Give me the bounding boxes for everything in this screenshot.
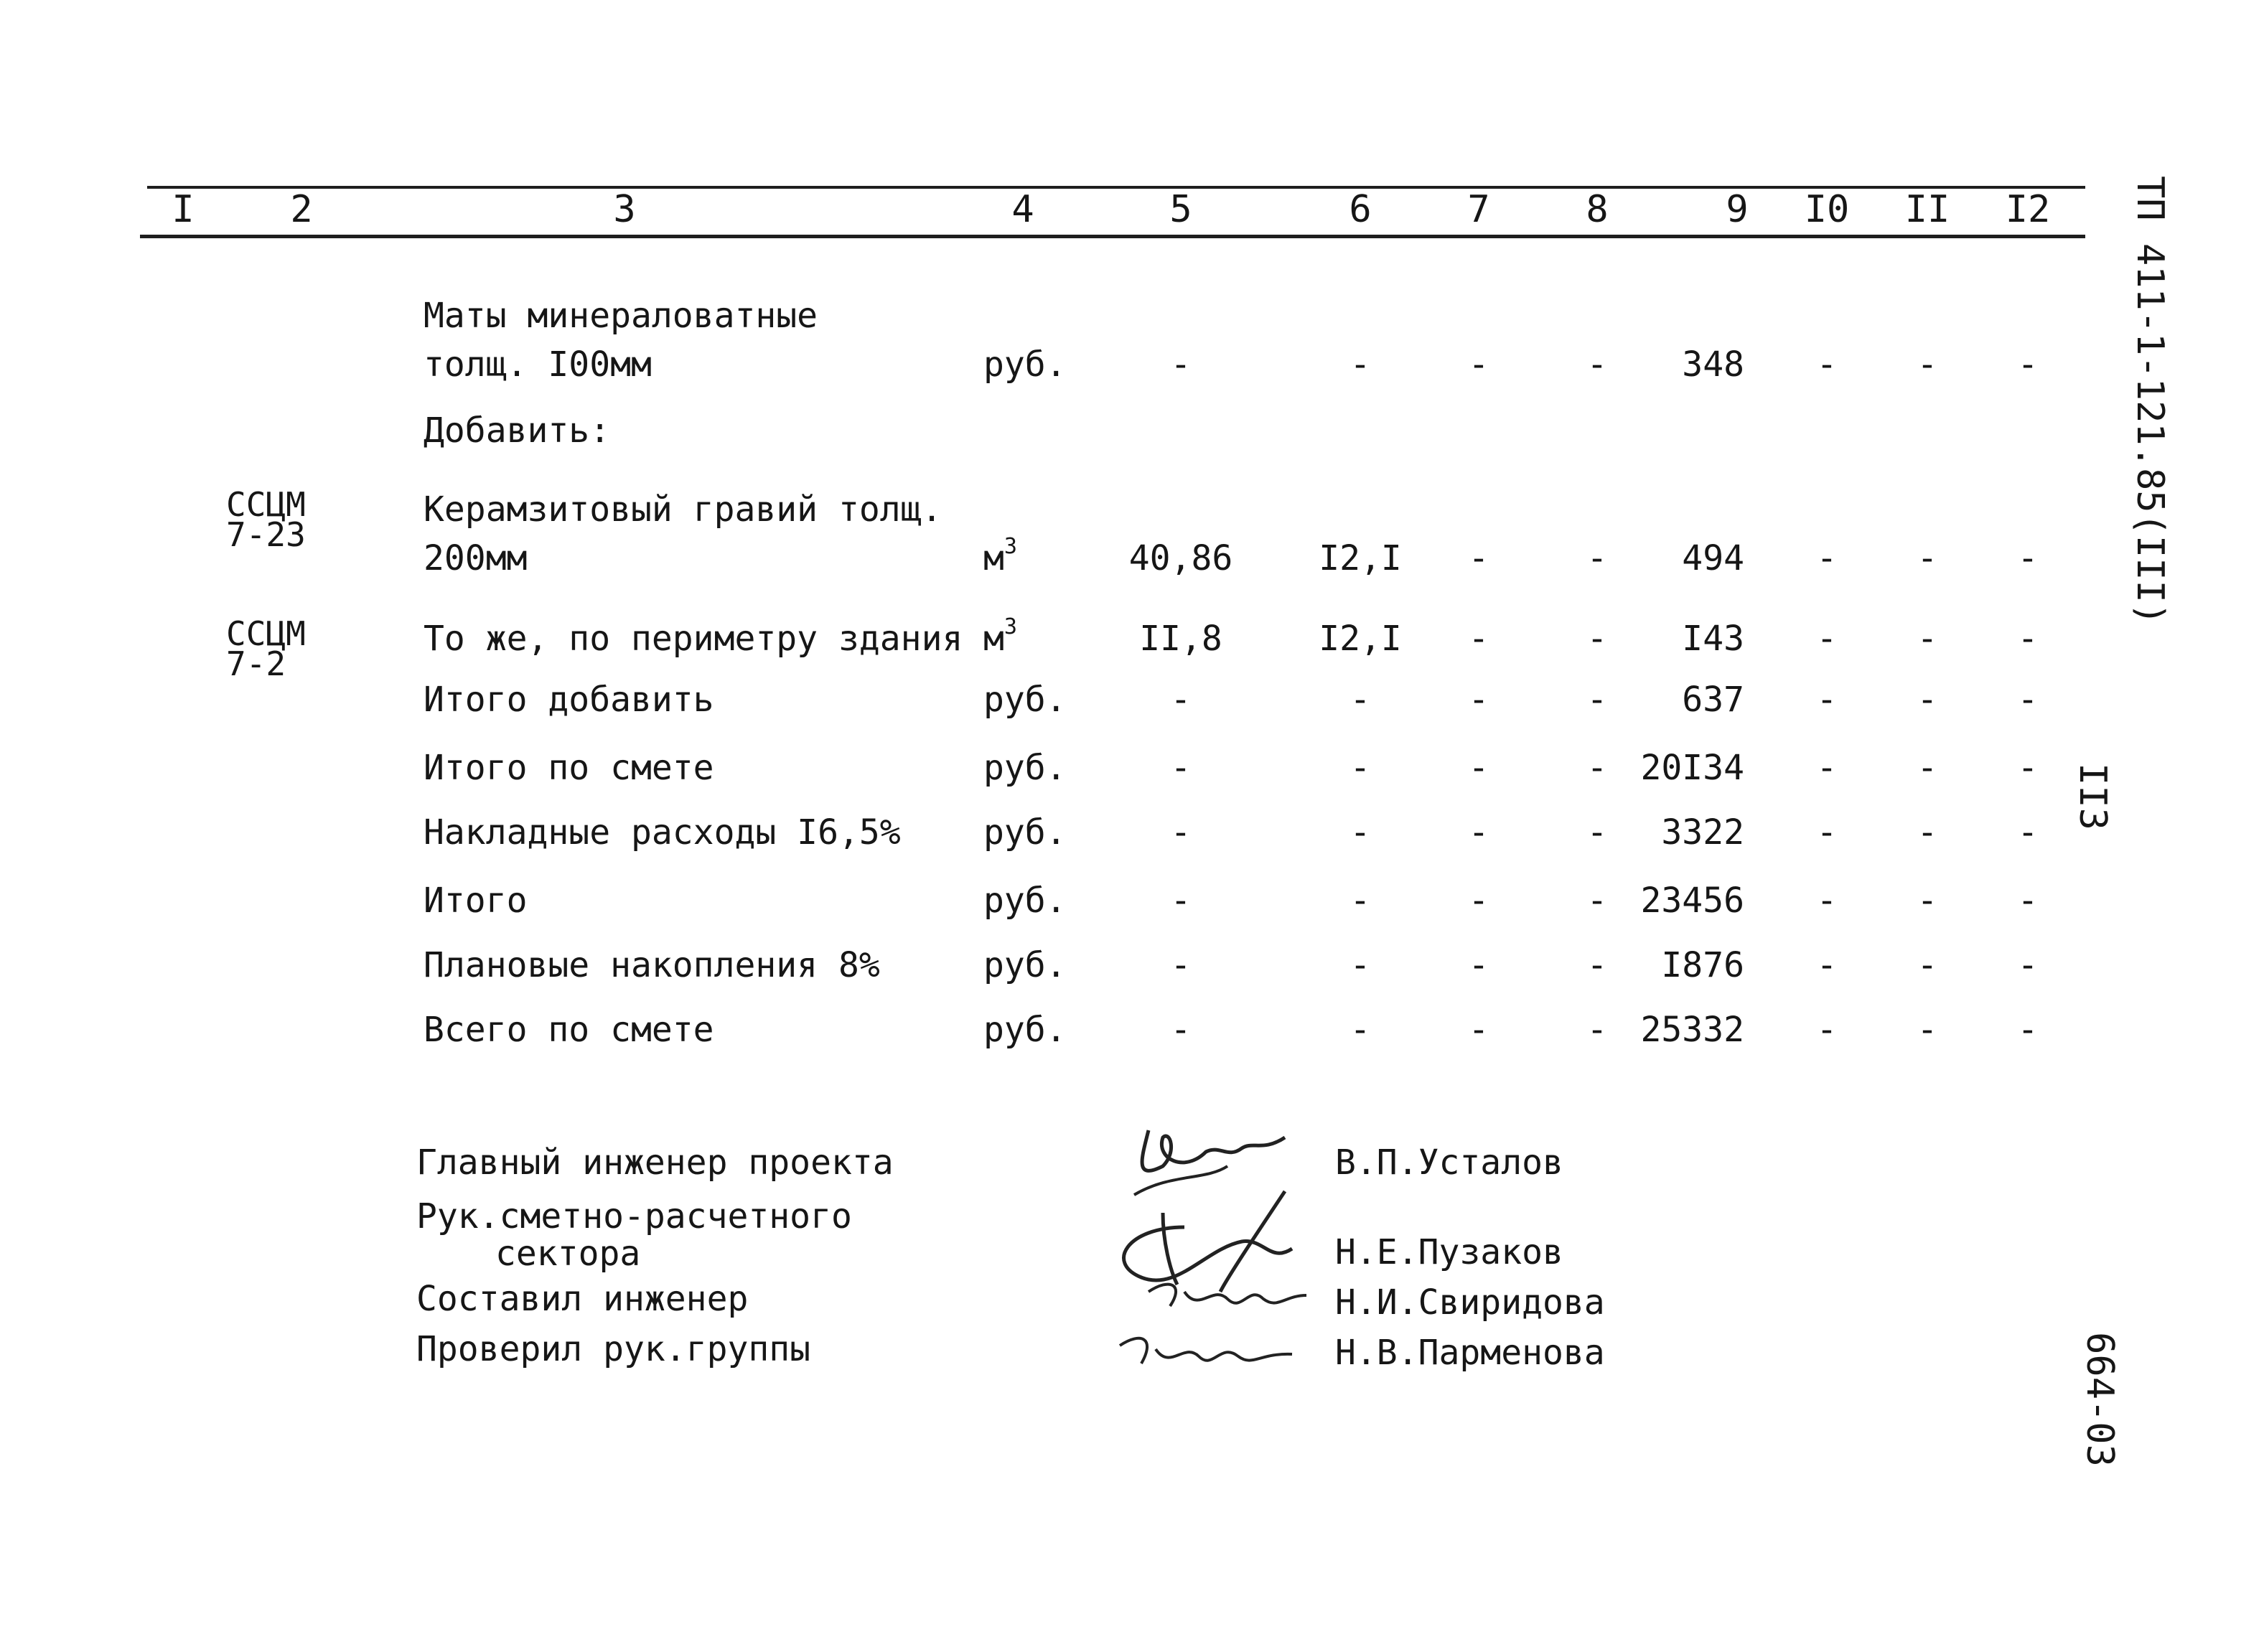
row-4-c8: - [1586,619,1608,659]
row-8-c6: - [1349,881,1371,921]
column-number-2: 2 [290,188,313,231]
signer-role-line: Рук.сметно-расчетного [416,1196,852,1236]
row-6-name-line: Итого по смете [424,748,714,788]
unit-exponent: 3 [1004,614,1017,639]
unit-text: руб. [983,1010,1067,1050]
row-6-c12: - [2017,748,2039,788]
column-number-8: 8 [1586,188,1609,231]
inventory-number: 664-03 [2078,1332,2121,1467]
row-9-c8: - [1586,945,1608,985]
signer-role-line: Главный инженер проекта [416,1142,894,1183]
row-6-c6: - [1349,748,1371,788]
signer-name: В.П.Усталов [1335,1142,1563,1183]
row-6-c7: - [1468,748,1489,788]
row-8-c10: - [1816,881,1838,921]
row-10-c6: - [1349,1010,1371,1050]
row-5-c6: - [1349,680,1371,720]
unit-text: руб. [983,680,1067,720]
row-4-c12: - [2017,619,2039,659]
row-10-unit [983,1008,1067,1051]
signer-name: Н.В.Парменова [1335,1333,1605,1373]
row-10-c11: - [1917,1010,1938,1050]
row-5-c7: - [1468,680,1489,720]
row-3-code-line: ССЦМ [226,485,306,524]
row-6-c11: - [1917,748,1938,788]
row-6-c9: 20I34 [1640,748,1744,788]
signer-role-line: Проверил рук.группы [416,1329,811,1369]
row-9-c11: - [1917,945,1938,985]
row-7-name-line: Накладные расходы I6,5% [424,812,901,853]
unit-text: м [983,619,1004,659]
row-6-c8: - [1586,748,1608,788]
row-8-name-line: Итого [424,881,528,921]
row-3-c11: - [1917,538,1938,578]
row-10-c10: - [1816,1010,1838,1050]
column-number-7: 7 [1467,188,1490,231]
row-6-unit [983,746,1067,789]
row-4-c6: I2,I [1319,619,1402,659]
row-4-code-line: 7-2 [226,644,286,683]
row-7-c12: - [2017,812,2039,853]
row-7-c6: - [1349,812,1371,853]
row-9-c5: - [1170,945,1192,985]
row-7-c5: - [1170,812,1192,853]
column-number-4: 4 [1011,188,1034,231]
unit-text: руб. [983,344,1067,385]
row-8-c7: - [1468,881,1489,921]
row-3-unit [983,534,1017,580]
signer-role-line: сектора [495,1234,641,1274]
row-3-c7: - [1468,538,1489,578]
unit-exponent: 3 [1004,534,1017,559]
row-4-code-line: ССЦМ [226,614,306,653]
row-10-c9: 25332 [1640,1010,1744,1050]
row-9-unit [983,944,1067,987]
page-number: II3 [2071,763,2114,830]
row-3-c6: I2,I [1319,538,1402,578]
row-3-c10: - [1816,538,1838,578]
signer-name: Н.И.Свиридова [1335,1282,1605,1323]
row-10-c8: - [1586,1010,1608,1050]
unit-text: руб. [983,881,1067,921]
column-number-10: I0 [1804,188,1850,231]
row-9-c9: I876 [1661,945,1744,985]
row-9-c12: - [2017,945,2039,985]
row-8-c12: - [2017,881,2039,921]
signature-parmenova-mark [1113,1324,1299,1381]
unit-text: руб. [983,812,1067,853]
row-3-name-line: Керамзитовый гравий толщ. [424,489,942,530]
row-1-name-line: Маты минераловатные [424,296,818,336]
document-code: ТП 411-1-121.85(III) [2128,176,2171,626]
unit-text: м [983,538,1004,578]
row-1-unit [983,343,1067,386]
column-number-1: I [172,188,195,231]
row-7-unit [983,811,1067,854]
row-7-c8: - [1586,812,1608,853]
row-10-c5: - [1170,1010,1192,1050]
header-bottom-rule [140,235,2085,238]
column-number-5: 5 [1169,188,1192,231]
row-5-c9: 637 [1682,680,1744,720]
unit-text: руб. [983,945,1067,985]
row-3-c8: - [1586,538,1608,578]
row-5-c12: - [2017,680,2039,720]
row-6-c5: - [1170,748,1192,788]
row-6-c10: - [1816,748,1838,788]
row-10-name-line: Всего по смете [424,1010,714,1050]
row-8-unit [983,879,1067,922]
row-5-c5: - [1170,680,1192,720]
row-8-c11: - [1917,881,1938,921]
row-9-c6: - [1349,945,1371,985]
row-7-c10: - [1816,812,1838,853]
row-2-name-line: Добавить: [424,410,611,451]
column-number-11: II [1904,188,1950,231]
row-5-c11: - [1917,680,1938,720]
row-4-c11: - [1917,619,1938,659]
column-number-3: 3 [613,188,636,231]
row-1-c10: - [1816,344,1838,385]
row-1-c12: - [2017,344,2039,385]
row-7-c9: 3322 [1661,812,1744,853]
signer-name: Н.Е.Пузаков [1335,1232,1563,1272]
column-number-6: 6 [1349,188,1372,231]
row-1-name-line: толщ. I00мм [424,344,652,385]
row-4-unit [983,614,1017,660]
row-4-name-line: То же, по периметру здания [424,619,963,659]
row-1-c8: - [1586,344,1608,385]
row-4-c10: - [1816,619,1838,659]
column-number-9: 9 [1726,188,1749,231]
row-10-c7: - [1468,1010,1489,1050]
row-1-c11: - [1917,344,1938,385]
column-number-12: I2 [2005,188,2051,231]
row-9-c10: - [1816,945,1838,985]
row-1-c7: - [1468,344,1489,385]
row-8-c5: - [1170,881,1192,921]
row-5-unit [983,678,1067,721]
row-5-c10: - [1816,680,1838,720]
row-8-c8: - [1586,881,1608,921]
row-7-c11: - [1917,812,1938,853]
row-1-c5: - [1170,344,1192,385]
row-3-name-line: 200мм [424,538,528,578]
row-5-c8: - [1586,680,1608,720]
row-5-name-line: Итого добавить [424,680,714,720]
row-1-c9: 348 [1682,344,1744,385]
row-4-c5: II,8 [1139,619,1222,659]
row-10-c12: - [2017,1010,2039,1050]
row-7-c7: - [1468,812,1489,853]
row-3-c5: 40,86 [1128,538,1233,578]
row-3-c9: 494 [1682,538,1744,578]
row-9-name-line: Плановые накопления 8% [424,945,880,985]
signature-sviridova-mark [1141,1270,1314,1320]
row-4-c9: I43 [1682,619,1744,659]
signer-role-line: Составил инженер [416,1279,749,1319]
row-8-c9: 23456 [1640,881,1744,921]
unit-text: руб. [983,748,1067,788]
row-3-c12: - [2017,538,2039,578]
row-1-c6: - [1349,344,1371,385]
row-9-c7: - [1468,945,1489,985]
row-3-code-line: 7-23 [226,515,306,554]
row-4-c7: - [1468,619,1489,659]
